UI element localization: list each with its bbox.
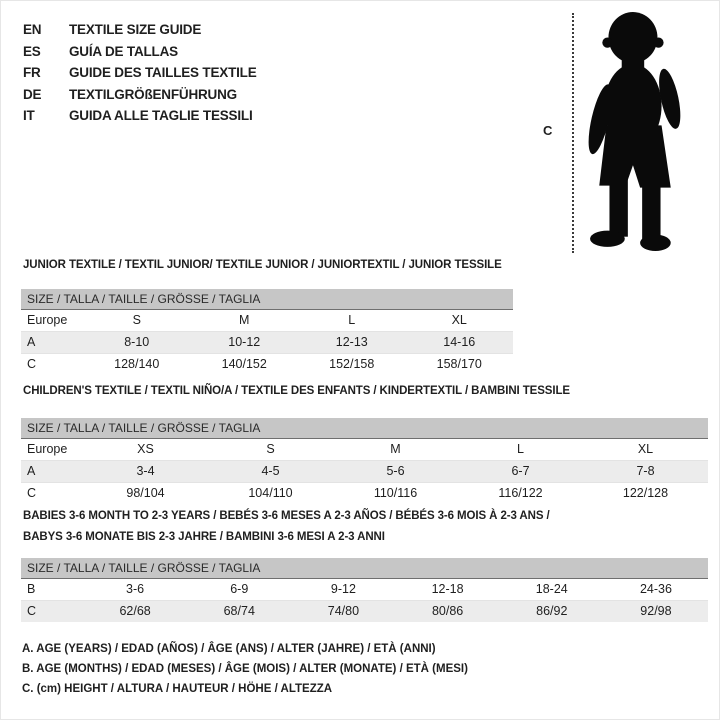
size-cell: 62/68 <box>119 604 151 618</box>
size-cell: M <box>390 442 401 456</box>
row-label: C <box>27 357 37 371</box>
section-title-children: CHILDREN'S TEXTILE / TEXTIL NIÑO/A / TEXTILE DES ENFANTS / KINDERTEXTIL / BAMBINI TESSILE <box>23 385 570 397</box>
language-label: GUÍA DE TALLAS <box>69 43 178 59</box>
row-label: C <box>27 486 37 500</box>
size-cell: XL <box>451 313 467 327</box>
language-code: EN <box>23 22 42 37</box>
size-cell: 116/122 <box>498 486 543 500</box>
language-label: TEXTILGRÖßENFÜHRUNG <box>69 86 237 102</box>
language-list <box>23 19 257 127</box>
size-cell: 3-4 <box>136 464 155 478</box>
size-cell: 104/110 <box>248 486 293 500</box>
size-cell: 74/80 <box>327 604 360 618</box>
size-cell: XS <box>137 442 154 456</box>
size-cell: 3-6 <box>126 582 145 596</box>
babies-size-table <box>21 558 708 622</box>
section-title-junior: JUNIOR TEXTILE / TEXTIL JUNIOR/ TEXTILE JUNIOR / JUNIORTEXTIL / JUNIOR TESSILE <box>23 259 502 271</box>
size-cell: S <box>266 442 275 456</box>
size-cell: 80/86 <box>431 604 464 618</box>
size-cell: 12-13 <box>335 335 368 349</box>
height-measure-line <box>572 13 574 253</box>
table-row <box>21 354 513 375</box>
table-row <box>21 601 708 622</box>
size-header-bar: SIZE / TALLA / TAILLE / GRÖSSE / TAGLIA <box>21 558 708 579</box>
size-cell: 86/92 <box>536 604 568 618</box>
section-title-babies-line2: BABYS 3-6 MONATE BIS 2-3 JAHRE / BAMBINI 3-6 MESI A 2-3 ANNI <box>23 531 385 543</box>
row-label: Europe <box>27 442 68 456</box>
size-cell: 18-24 <box>535 582 568 596</box>
table-row <box>21 483 708 504</box>
row-label: C <box>27 604 37 618</box>
row-label: Europe <box>27 313 68 327</box>
legend-notes <box>22 639 468 699</box>
language-label: GUIDA ALLE TAGLIE TESSILI <box>69 108 253 123</box>
size-cell: M <box>239 313 250 327</box>
language-row <box>23 62 257 84</box>
language-code: ES <box>23 43 41 59</box>
row-label: B <box>27 582 36 596</box>
language-label: TEXTILE SIZE GUIDE <box>69 22 202 37</box>
section-title-babies-line1: BABIES 3-6 MONTH TO 2-3 YEARS / BEBÉS 3-6 MESES A 2-3 AÑOS / BÉBÉS 3-6 MOIS À 2-3 ANS / <box>23 510 550 522</box>
row-label: A <box>27 464 36 478</box>
section-title-babies <box>23 506 550 548</box>
size-cell: 14-16 <box>443 335 476 349</box>
size-cell: 8-10 <box>124 335 150 349</box>
size-cell: 128/140 <box>114 357 160 371</box>
language-label: GUIDE DES TAILLES TEXTILE <box>69 65 257 80</box>
size-cell: 140/152 <box>221 357 267 371</box>
language-code: IT <box>23 108 35 123</box>
language-code: DE <box>23 86 42 102</box>
note-height-cm: C. (cm) HEIGHT / ALTURA / HAUTEUR / HÖHE / ALTEZZA <box>22 683 333 695</box>
language-row <box>23 41 257 63</box>
size-cell: 12-18 <box>431 582 464 596</box>
size-header-bar: SIZE / TALLA / TAILLE / GRÖSSE / TAGLIA <box>21 289 513 310</box>
table-row <box>21 439 708 461</box>
table-row <box>21 309 513 332</box>
row-label: A <box>27 335 36 349</box>
height-measure-figure <box>541 5 711 259</box>
size-cell: 68/74 <box>223 604 255 618</box>
table-row <box>21 461 708 483</box>
size-cell: S <box>132 313 141 327</box>
size-cell: 5-6 <box>386 464 405 478</box>
children-size-table <box>21 418 708 504</box>
toddler-silhouette-icon <box>583 11 687 251</box>
note-age-months: B. AGE (MONTHS) / EDAD (MESES) / ÂGE (MOIS) / ALTER (MONATE) / ETÀ (MESI) <box>22 663 468 675</box>
size-cell: XL <box>637 442 654 456</box>
size-cell: L <box>348 313 356 327</box>
size-cell: 9-12 <box>330 582 356 596</box>
note-age-years: A. AGE (YEARS) / EDAD (AÑOS) / ÂGE (ANS) / ALTER (JAHRE) / ETÀ (ANNI) <box>22 643 436 655</box>
size-cell: 122/128 <box>622 486 669 500</box>
size-cell: L <box>517 442 524 456</box>
size-cell: 98/104 <box>126 486 165 500</box>
language-row <box>23 105 257 127</box>
table-row <box>21 579 708 601</box>
size-cell: 7-8 <box>636 464 655 478</box>
size-cell: 6-9 <box>230 582 249 596</box>
size-cell: 158/170 <box>436 357 482 371</box>
table-row <box>21 332 513 354</box>
language-row <box>23 84 257 106</box>
size-cell: 92/98 <box>640 604 672 618</box>
size-header-bar: SIZE / TALLA / TAILLE / GRÖSSE / TAGLIA <box>21 418 708 439</box>
size-cell: 4-5 <box>261 464 280 478</box>
size-cell: 24-36 <box>639 582 672 596</box>
size-cell: 10-12 <box>228 335 261 349</box>
size-cell: 6-7 <box>511 464 530 478</box>
junior-size-table <box>21 289 513 375</box>
size-cell: 152/158 <box>329 357 375 371</box>
size-cell: 110/116 <box>373 486 418 500</box>
language-row <box>23 19 257 41</box>
measure-label-c: C <box>543 123 553 138</box>
language-code: FR <box>23 65 41 80</box>
